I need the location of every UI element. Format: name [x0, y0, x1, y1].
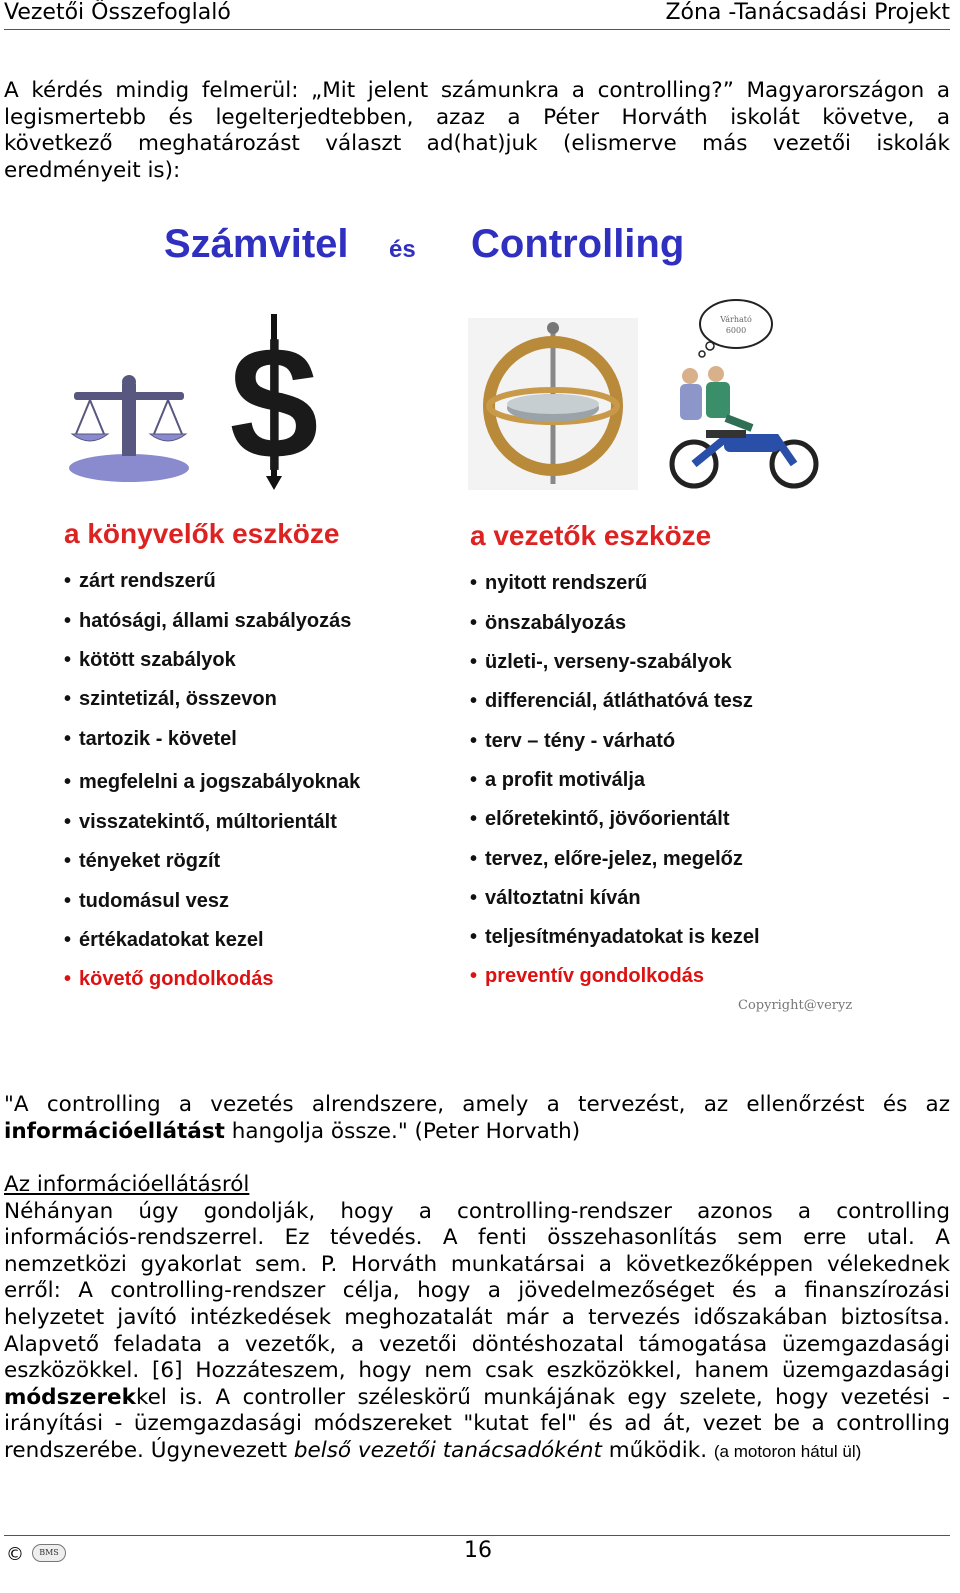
list-item: • tartozik - követel [64, 728, 237, 751]
section-line: Néhányan úgy gondolják, hogy a controlling-rendszer azonos a controlling [4, 1198, 950, 1224]
list-item: • szintetizál, összevon [64, 688, 277, 711]
header-right-title: Zóna -Tanácsadási Projekt [665, 0, 950, 25]
motorbike-riders-icon [666, 364, 824, 490]
section-line-rest: kel is. A controller széleskörű munkájának egy szelete, hogy vezetési - [135, 1384, 950, 1410]
list-item: • teljesítményadatokat is kezel [470, 926, 760, 949]
dollar-glyph: $ [229, 313, 319, 490]
section-bold-word: módszerek [4, 1384, 136, 1410]
section-line: információs-rendszerrel. Ez tévedés. A fenti összehasonlítás sem erre utal. A [4, 1225, 950, 1251]
list-item: • preventív gondolkodás [470, 965, 704, 988]
list-item: • visszatekintő, múltorientált [64, 811, 337, 834]
list-item: • hatósági, állami szabályozás [64, 610, 351, 633]
page-footer [4, 1535, 950, 1575]
bms-logo: BMS [32, 1544, 66, 1562]
dollar-sign-icon [224, 310, 324, 490]
section-line [4, 1438, 950, 1466]
intro-line: eredményeit is): [4, 157, 181, 183]
list-item: • tervez, előre-jelez, megelőz [470, 848, 743, 871]
list-item: • előretekintő, jövőorientált [470, 808, 730, 831]
list-item: • zárt rendszerű [64, 570, 216, 593]
section-italic: belső vezetői tanácsadóként [293, 1437, 602, 1463]
list-item: • differenciál, átláthatóvá tesz [470, 690, 753, 713]
quote-rest: hangolja össze." (Peter Horvath) [224, 1118, 581, 1144]
section-line: irányítási - üzemgazdasági módszereket "kutat fel" és ad át, vezet be a controlling [4, 1411, 950, 1437]
list-item: • terv – tény - várható [470, 730, 675, 753]
list-item: • a profit motiválja [470, 769, 645, 792]
copyright-symbol: © [6, 1544, 24, 1565]
section-line: erről: A controlling-rendszer célja, hogy a jövedelmezőséget és a finanszírozási [4, 1278, 950, 1304]
quote-line: "A controlling a vezetés alrendszere, amely a tervezést, az ellenőrzést és az [4, 1092, 950, 1117]
intro-line: A kérdés mindig felmerül: „Mit jelent számunkra a controlling?” Magyarországon a [4, 78, 950, 103]
list-item: • követő gondolkodás [64, 968, 273, 991]
section-heading: Az információellátásról [4, 1172, 250, 1197]
list-item: • kötött szabályok [64, 649, 236, 672]
quote-paragraph [4, 1092, 950, 1145]
list-item: • tudomásul vesz [64, 890, 229, 913]
list-item: • önszabályozás [470, 612, 626, 635]
section-line [4, 1385, 950, 1412]
list-item: • változtatni kíván [470, 887, 641, 910]
intro-paragraph [4, 78, 950, 184]
quote-bold: információellátást [4, 1118, 225, 1144]
page-header [4, 0, 950, 30]
slide-title-szamvitel: Számvitel [164, 222, 349, 266]
intro-line: következő meghatározást választ ad(hat)juk (elismerve más vezetői iskolák [4, 131, 950, 157]
quote-line-2 [4, 1119, 950, 1146]
section-small-note: (a motoron hátul ül) [713, 1441, 862, 1461]
list-item: • üzleti-, verseny-szabályok [470, 651, 732, 674]
section-line-b: működik. [601, 1437, 714, 1463]
intro-line: legismertebb és legelterjedtebben, azaz a Péter Horváth iskolát követve, a [4, 104, 950, 130]
list-item: • értékadatokat kezel [64, 929, 264, 952]
bubble-text-number: 6000 [725, 326, 747, 335]
slide-title-controlling: Controlling [471, 222, 685, 266]
list-item: • tényeket rögzít [64, 850, 220, 873]
list-item: • megfelelni a jogszabályoknak [64, 771, 360, 794]
slide-copyright: Copyright@veryz [738, 998, 853, 1013]
section-line-a: rendszerébe. Úgynevezett [4, 1437, 294, 1463]
gyroscope-icon [468, 318, 638, 490]
header-left-title: Vezetői Összefoglaló [4, 0, 231, 25]
scale-of-justice-icon [66, 372, 192, 484]
bubble-text-varhato: Várható [720, 315, 752, 324]
section-line: eszközökkel. [6] Hozzáteszem, hogy nem csak eszközökkel, hanem üzemgazdasági [4, 1358, 950, 1384]
slide-title-es: és [389, 236, 416, 263]
thought-bubble [694, 296, 776, 360]
right-column-heading: a vezetők eszköze [470, 520, 712, 551]
page-number: 16 [464, 1538, 492, 1563]
section-line: nemzetközi gyakorlat sem. P. Horváth munkatársai a következőképpen vélekednek [4, 1251, 950, 1277]
section-line: Alapvető feladata a vezetők, a vezetői döntéshozatal támogatása üzemgazdasági [4, 1331, 950, 1357]
list-item: • nyitott rendszerű [470, 572, 647, 595]
section-paragraph [4, 1172, 950, 1466]
left-column-heading: a könyvelők eszköze [64, 518, 340, 549]
section-line: helyzetet javító intézkedések meghozatalát már a tervezés időszakában biztosítsa. [4, 1304, 950, 1330]
